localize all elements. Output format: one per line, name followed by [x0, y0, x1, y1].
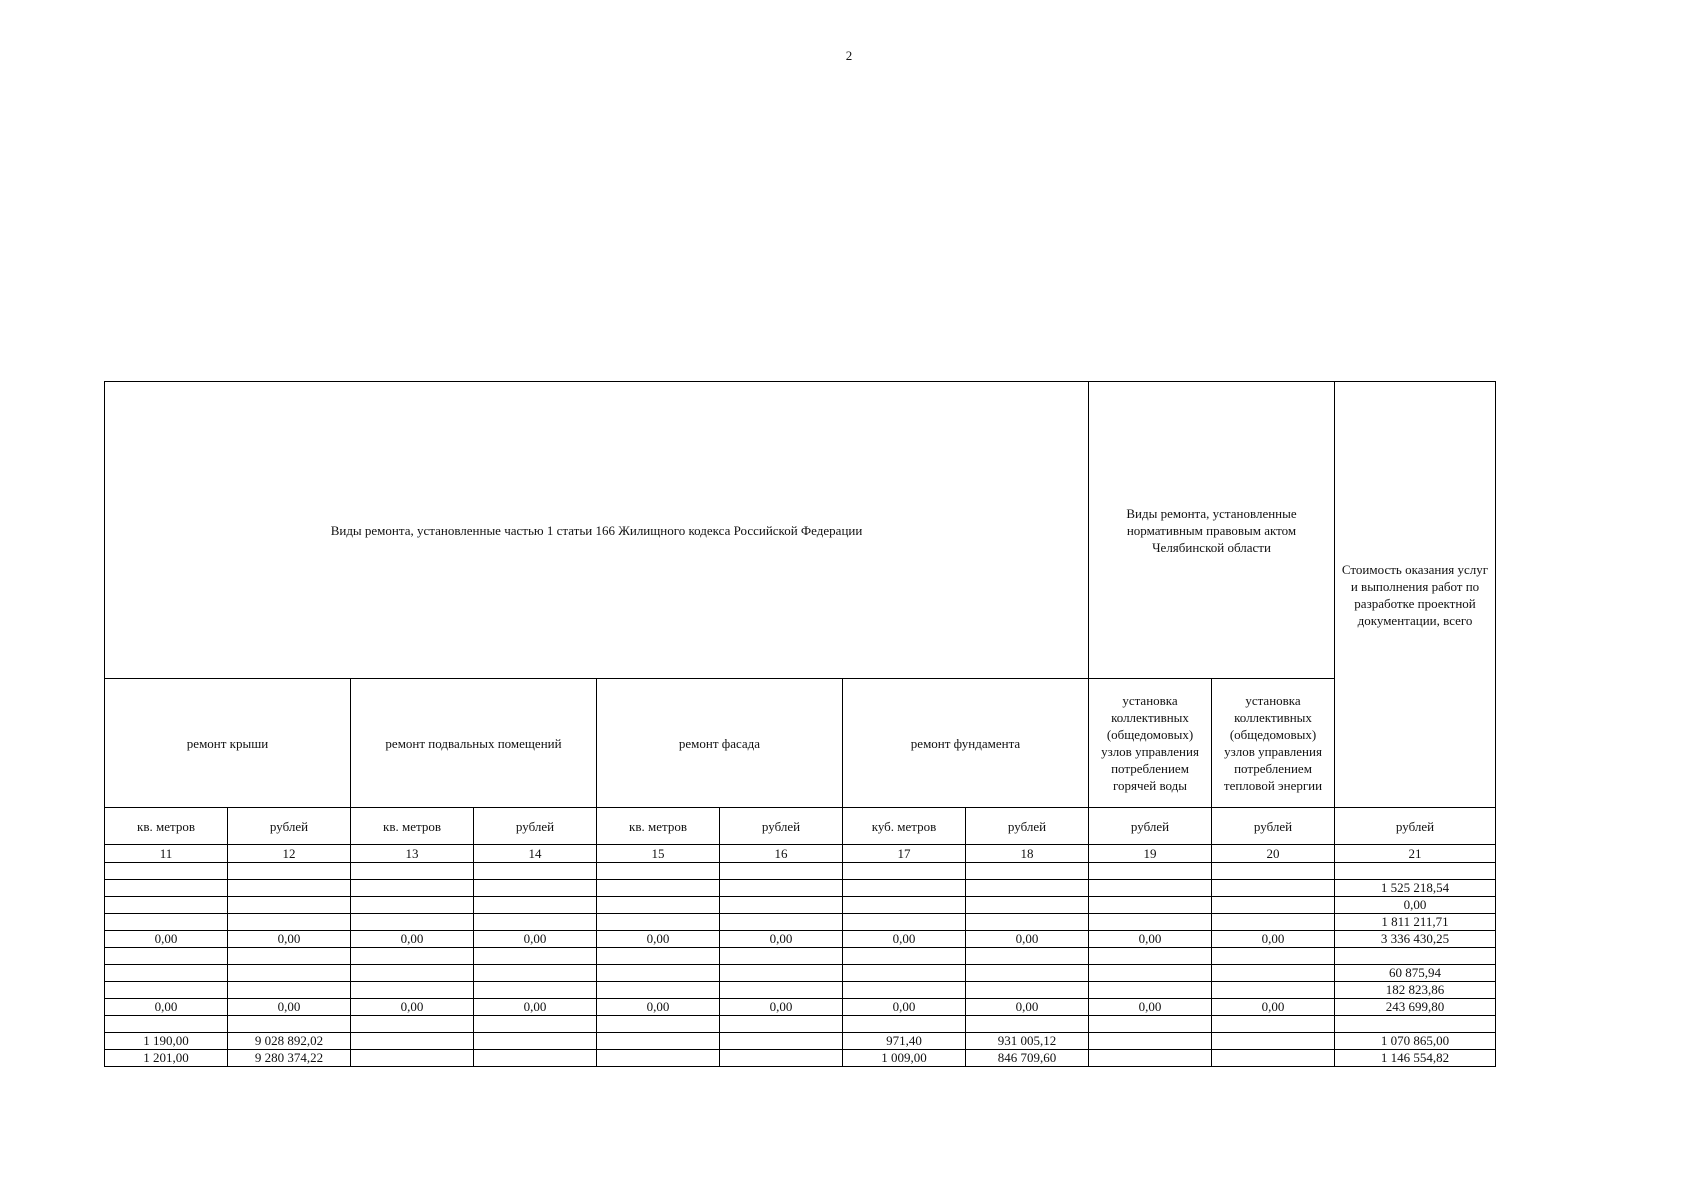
table-cell	[105, 914, 228, 931]
table-cell	[228, 863, 351, 880]
table-cell	[720, 1016, 843, 1033]
table-row	[105, 982, 1496, 999]
table-cell	[351, 982, 474, 999]
table-cell	[351, 965, 474, 982]
column-number-cell: 17	[843, 845, 966, 863]
table-row	[105, 931, 1496, 948]
table-row	[105, 948, 1496, 965]
table-cell	[351, 880, 474, 897]
table-cell	[966, 1016, 1089, 1033]
table-cell	[351, 1033, 474, 1050]
table-cell	[105, 1016, 228, 1033]
table-cell: 0,00	[105, 999, 228, 1016]
table-row	[105, 1033, 1496, 1050]
table-cell	[1212, 880, 1335, 897]
table-cell	[597, 982, 720, 999]
table-cell	[105, 897, 228, 914]
table-cell	[966, 880, 1089, 897]
table-cell	[720, 1050, 843, 1067]
page-number: 2	[845, 48, 853, 63]
table-cell	[474, 880, 597, 897]
column-number-cell: 18	[966, 845, 1089, 863]
table-row	[105, 999, 1496, 1016]
table-cell	[597, 863, 720, 880]
table-body	[105, 863, 1496, 1067]
table-cell	[474, 1050, 597, 1067]
table-cell: 0,00	[351, 931, 474, 948]
table-cell: 0,00	[597, 931, 720, 948]
table-cell: 1 811 211,71	[1335, 914, 1496, 931]
table-cell	[351, 914, 474, 931]
table-cell	[966, 897, 1089, 914]
table-cell	[597, 1050, 720, 1067]
table-cell	[351, 863, 474, 880]
table-cell: 9 028 892,02	[228, 1033, 351, 1050]
table-cell	[1089, 965, 1212, 982]
unit-cell: рублей	[720, 808, 843, 845]
header-facade-repair: ремонт фасада	[597, 679, 843, 808]
table-cell: 971,40	[843, 1033, 966, 1050]
table-cell: 0,00	[966, 999, 1089, 1016]
unit-cell: куб. метров	[843, 808, 966, 845]
table-cell	[966, 914, 1089, 931]
unit-cell: рублей	[1335, 808, 1496, 845]
units-row	[105, 808, 1496, 845]
table-cell: 0,00	[105, 931, 228, 948]
table-cell	[1212, 897, 1335, 914]
table-cell: 182 823,86	[1335, 982, 1496, 999]
table-cell	[843, 982, 966, 999]
table-cell: 243 699,80	[1335, 999, 1496, 1016]
table-cell: 0,00	[720, 999, 843, 1016]
header-row-groups	[105, 382, 1496, 679]
table-cell	[474, 1016, 597, 1033]
table-cell	[843, 948, 966, 965]
unit-cell: рублей	[966, 808, 1089, 845]
header-federal-repairs: Виды ремонта, установленные частью 1 статьи 166 Жилищного кодекса Российской Федерации	[105, 382, 1089, 679]
table-cell	[1212, 965, 1335, 982]
table-cell	[474, 897, 597, 914]
table-cell	[843, 965, 966, 982]
table-cell	[597, 965, 720, 982]
table-cell	[228, 914, 351, 931]
table-cell: 0,00	[474, 931, 597, 948]
column-number-cell: 15	[597, 845, 720, 863]
column-number-cell: 19	[1089, 845, 1212, 863]
table-cell	[1089, 1050, 1212, 1067]
table-cell	[720, 880, 843, 897]
table-cell	[597, 914, 720, 931]
column-number-cell: 16	[720, 845, 843, 863]
table-cell	[966, 965, 1089, 982]
header-total-cost: Стоимость оказания услуг и выполнения работ по разработке проектной документации, всего	[1335, 382, 1496, 808]
table-cell	[720, 948, 843, 965]
table-cell	[843, 880, 966, 897]
table-row	[105, 914, 1496, 931]
unit-cell: рублей	[1089, 808, 1212, 845]
table-cell	[720, 982, 843, 999]
header-basement-repair: ремонт подвальных помещений	[351, 679, 597, 808]
column-numbers-row	[105, 845, 1496, 863]
table-cell	[105, 880, 228, 897]
repair-cost-table	[104, 381, 1496, 1067]
table-cell: 0,00	[351, 999, 474, 1016]
table-cell: 0,00	[228, 999, 351, 1016]
table-cell	[843, 914, 966, 931]
header-heat-metering: установка коллективных (общедомовых) узлов управления потреблением тепловой энергии	[1212, 679, 1335, 808]
table-cell: 1 070 865,00	[1335, 1033, 1496, 1050]
table-cell: 1 190,00	[105, 1033, 228, 1050]
table-cell	[351, 1050, 474, 1067]
table-cell: 0,00	[1212, 931, 1335, 948]
table-cell	[1212, 1050, 1335, 1067]
table-cell: 60 875,94	[1335, 965, 1496, 982]
table-cell	[720, 897, 843, 914]
table-cell	[474, 948, 597, 965]
table-row	[105, 1016, 1496, 1033]
table-cell	[474, 914, 597, 931]
table-cell	[351, 948, 474, 965]
table-cell	[720, 1033, 843, 1050]
header-hot-water-metering: установка коллективных (общедомовых) узлов управления потреблением горячей воды	[1089, 679, 1212, 808]
table-cell	[1335, 948, 1496, 965]
table-cell	[228, 880, 351, 897]
table-cell	[966, 948, 1089, 965]
table-cell: 0,00	[843, 931, 966, 948]
unit-cell: кв. метров	[597, 808, 720, 845]
unit-cell: рублей	[228, 808, 351, 845]
table-cell	[720, 863, 843, 880]
header-foundation-repair: ремонт фундамента	[843, 679, 1089, 808]
table-cell	[1089, 914, 1212, 931]
table-cell: 0,00	[1089, 931, 1212, 948]
table-cell	[1335, 863, 1496, 880]
table-cell	[105, 982, 228, 999]
table-cell: 0,00	[597, 999, 720, 1016]
unit-cell: кв. метров	[105, 808, 228, 845]
table-cell	[1212, 863, 1335, 880]
header-row-repair-types	[105, 679, 1496, 808]
table-cell	[843, 1016, 966, 1033]
unit-cell: рублей	[1212, 808, 1335, 845]
column-number-cell: 11	[105, 845, 228, 863]
table-row	[105, 897, 1496, 914]
table-cell: 0,00	[1212, 999, 1335, 1016]
table-cell: 1 009,00	[843, 1050, 966, 1067]
table-cell	[1335, 1016, 1496, 1033]
table-cell: 1 201,00	[105, 1050, 228, 1067]
header-regional-repairs: Виды ремонта, установленные нормативным правовым актом Челябинской области	[1089, 382, 1335, 679]
table-row	[105, 880, 1496, 897]
table-cell	[1089, 1016, 1212, 1033]
table-cell: 1 525 218,54	[1335, 880, 1496, 897]
table-cell	[1089, 1033, 1212, 1050]
table-cell: 0,00	[966, 931, 1089, 948]
table-cell: 846 709,60	[966, 1050, 1089, 1067]
table-cell: 0,00	[1089, 999, 1212, 1016]
table-cell	[966, 863, 1089, 880]
table-cell	[597, 1033, 720, 1050]
table-cell	[228, 897, 351, 914]
table-cell	[597, 948, 720, 965]
table-cell	[474, 1033, 597, 1050]
table-row	[105, 1050, 1496, 1067]
column-number-cell: 14	[474, 845, 597, 863]
column-number-cell: 13	[351, 845, 474, 863]
table-cell	[1089, 982, 1212, 999]
table-cell	[1212, 982, 1335, 999]
column-number-cell: 12	[228, 845, 351, 863]
table-cell	[597, 880, 720, 897]
table-cell	[1089, 948, 1212, 965]
table-cell: 3 336 430,25	[1335, 931, 1496, 948]
table-cell	[1089, 880, 1212, 897]
table-cell: 0,00	[1335, 897, 1496, 914]
table-row	[105, 863, 1496, 880]
table-cell	[720, 914, 843, 931]
unit-cell: кв. метров	[351, 808, 474, 845]
column-number-cell: 21	[1335, 845, 1496, 863]
table-cell: 9 280 374,22	[228, 1050, 351, 1067]
table-cell	[351, 897, 474, 914]
table-cell	[843, 897, 966, 914]
table-cell	[843, 863, 966, 880]
table-cell	[474, 965, 597, 982]
table-cell	[228, 982, 351, 999]
table-cell	[228, 1016, 351, 1033]
table-cell	[228, 948, 351, 965]
table-cell	[597, 897, 720, 914]
table-cell	[1212, 1016, 1335, 1033]
table-cell: 931 005,12	[966, 1033, 1089, 1050]
table-cell	[474, 863, 597, 880]
column-number-cell: 20	[1212, 845, 1335, 863]
table-cell	[1089, 897, 1212, 914]
table-cell	[1089, 863, 1212, 880]
table-cell	[720, 965, 843, 982]
unit-cell: рублей	[474, 808, 597, 845]
table-cell	[105, 948, 228, 965]
table-cell	[597, 1016, 720, 1033]
table-cell	[1212, 914, 1335, 931]
table-cell: 0,00	[720, 931, 843, 948]
table-cell: 1 146 554,82	[1335, 1050, 1496, 1067]
header-roof-repair: ремонт крыши	[105, 679, 351, 808]
table-cell	[228, 965, 351, 982]
table-row	[105, 965, 1496, 982]
table-cell: 0,00	[843, 999, 966, 1016]
table-cell	[1212, 1033, 1335, 1050]
table-cell: 0,00	[228, 931, 351, 948]
table-cell: 0,00	[474, 999, 597, 1016]
table-cell	[105, 965, 228, 982]
table-cell	[1212, 948, 1335, 965]
table-cell	[351, 1016, 474, 1033]
table-cell	[966, 982, 1089, 999]
table-cell	[105, 863, 228, 880]
table-cell	[474, 982, 597, 999]
